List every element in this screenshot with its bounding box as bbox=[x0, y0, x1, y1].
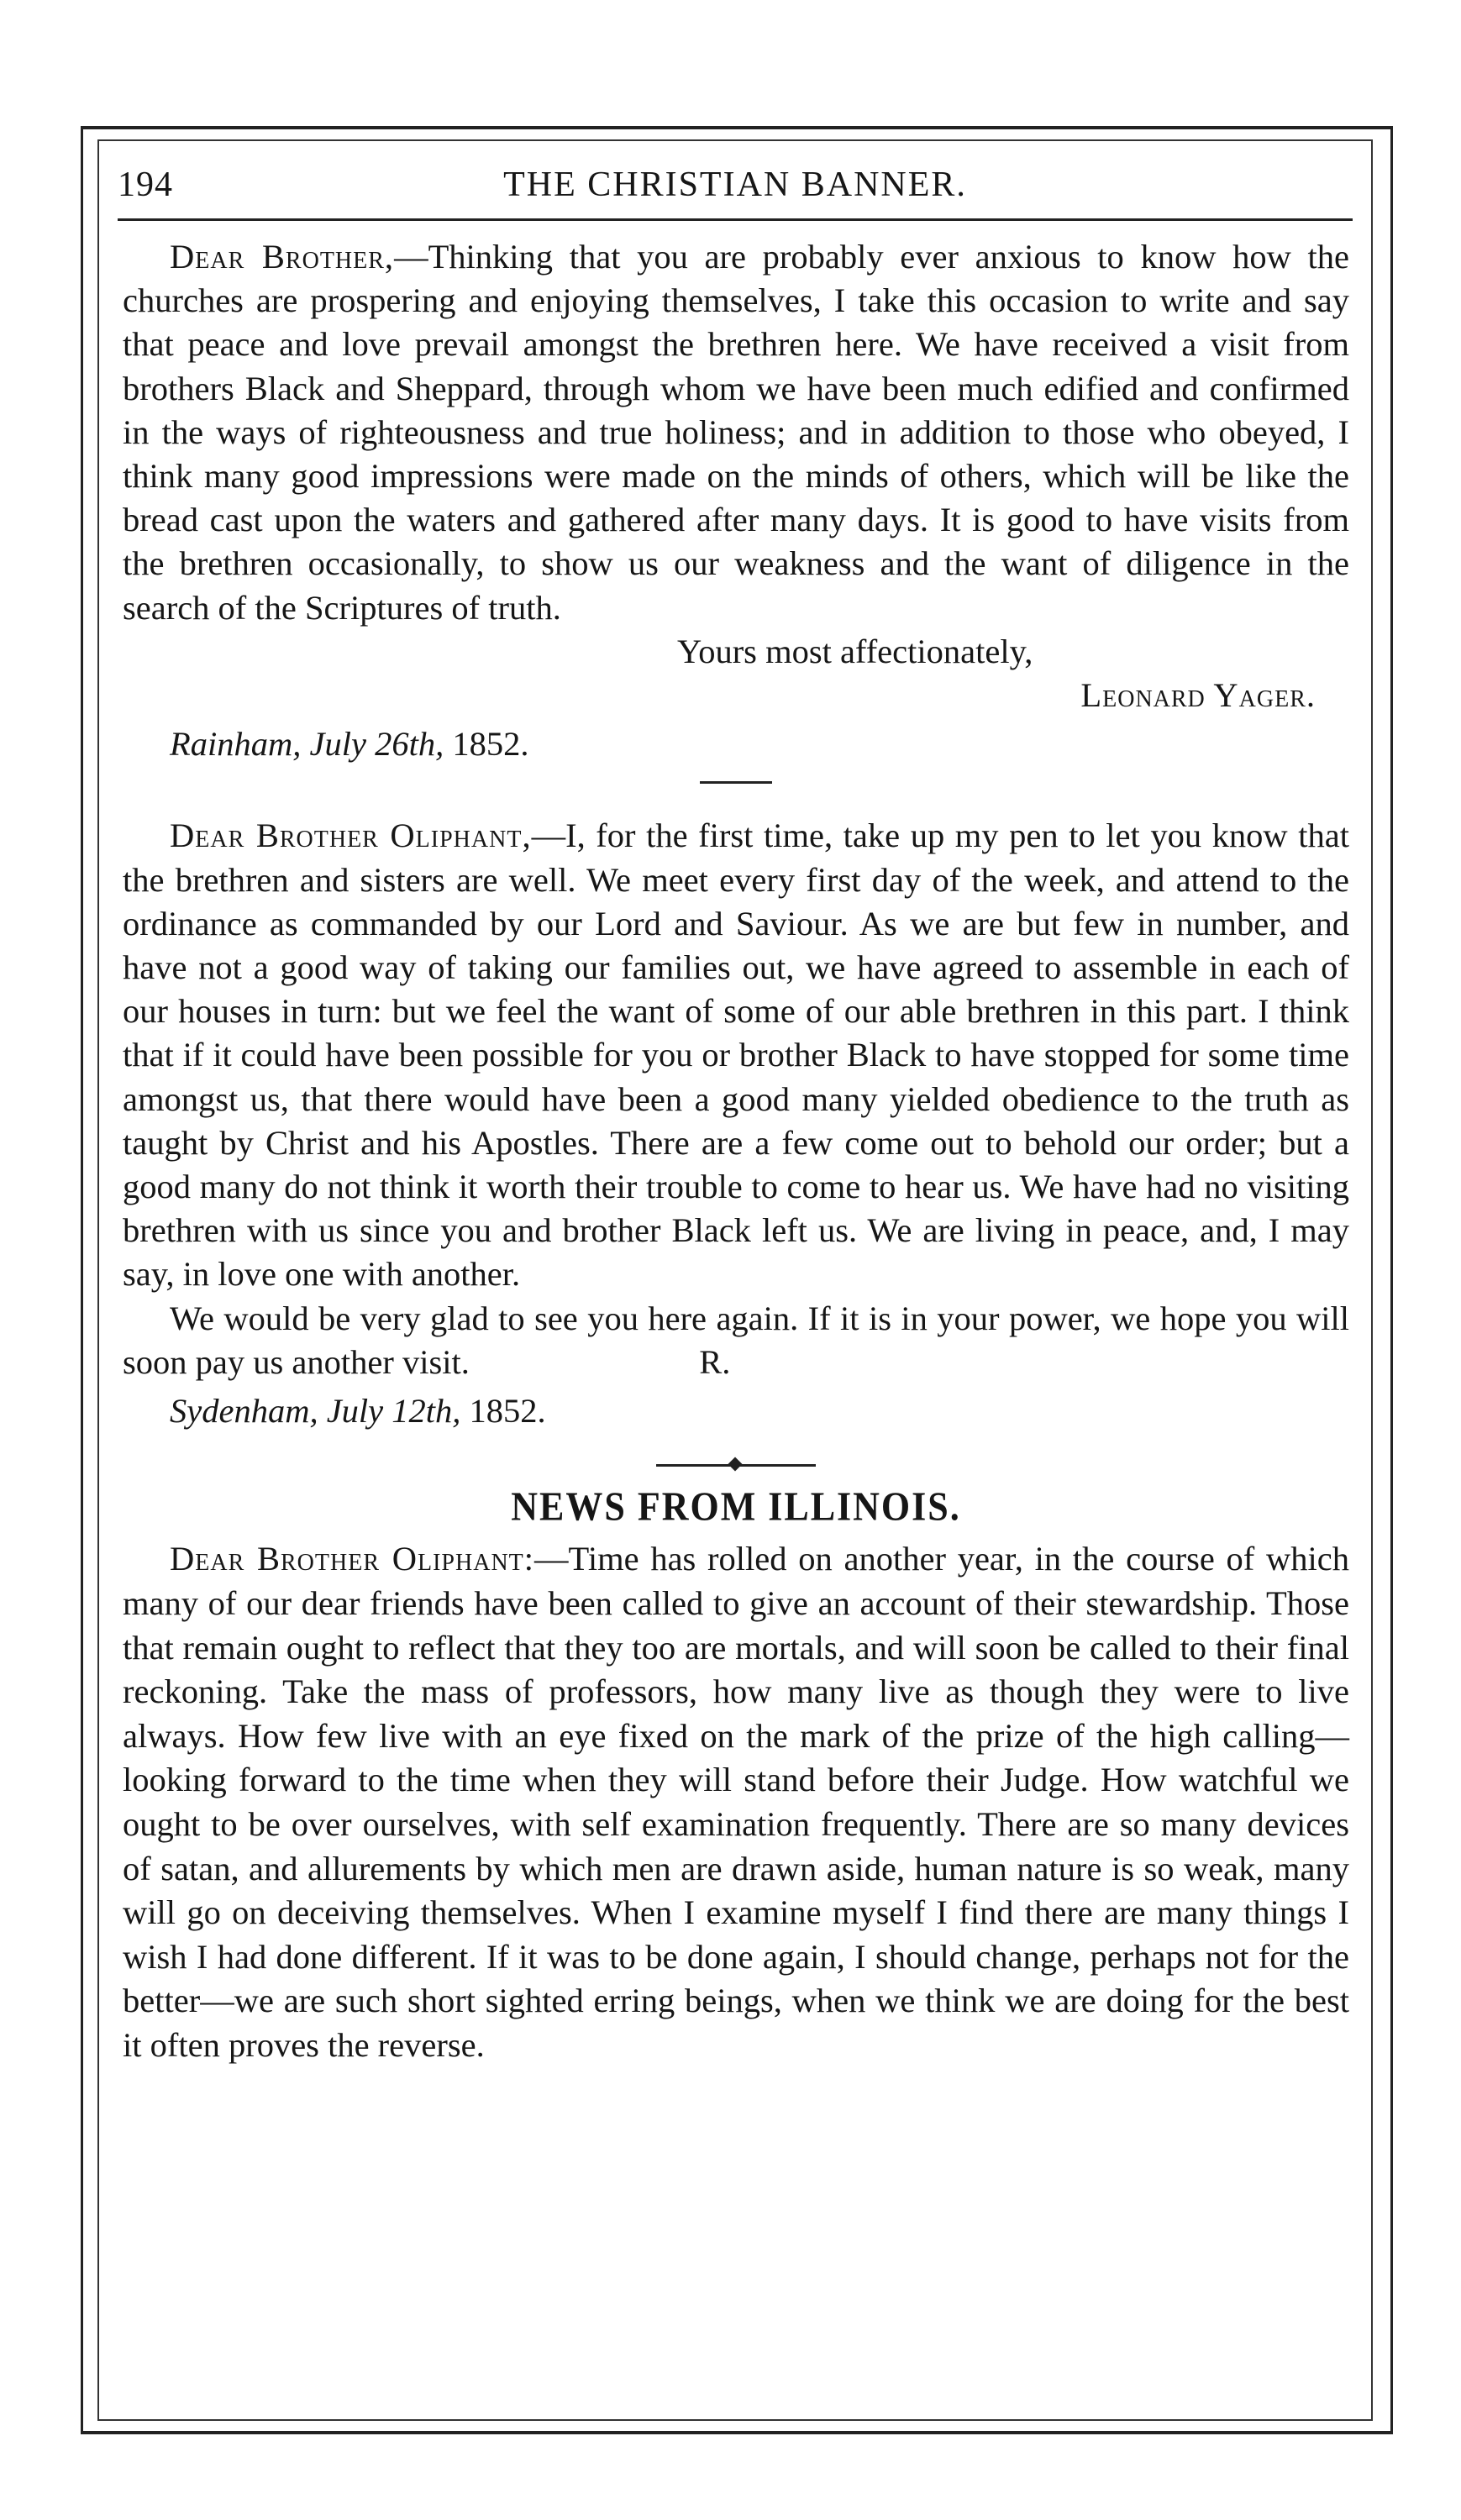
letter-2-dateline bbox=[123, 1389, 1349, 1433]
letter-1-text: —Thinking that you are probably ever anxious to know how the churches are prospering and enjoying themselves, I take this occasion to write and say that peace and love prevail amongst the brethren here. We have received a visit from brothers Black and Sheppard, through whom we have been much edified and confirmed in the ways of righteousness and true holiness; and in addition to those who obeyed, I think many good impressions were made on the minds of others, which will be like the bread cast upon the waters and gathered after many days. It is good to have visits from the brethren occasionally, to show us our weakness and the want of diligence in the search of the Scriptures of truth. bbox=[123, 238, 1350, 627]
running-title: THE CHRISTIAN BANNER. bbox=[503, 165, 967, 204]
letter-1-dateline-year: 1852. bbox=[452, 725, 529, 764]
page-content bbox=[123, 235, 1349, 2068]
section-heading: NEWS FROM ILLINOIS. bbox=[511, 1483, 961, 1530]
letter-2-dateline-year: 1852. bbox=[469, 1392, 546, 1431]
letter-1-body bbox=[123, 235, 1349, 630]
letter-2-text-2: We would be very glad to see you here again. If it is in your power, we hope you will soon pay us another visit. bbox=[123, 1299, 1349, 1381]
letter-3-body bbox=[123, 1537, 1349, 2067]
page-header bbox=[118, 165, 1353, 221]
ornamental-divider bbox=[656, 1457, 816, 1473]
letter-2-signature: R. bbox=[699, 1342, 731, 1381]
ornamental-diamond-icon bbox=[728, 1457, 743, 1472]
letter-1-dateline bbox=[123, 722, 1349, 766]
letter-2-dateline-place: Sydenham, July 12th, bbox=[170, 1392, 461, 1431]
section-divider bbox=[700, 781, 772, 784]
letter-2-salutation: Dear Brother Oliphant, bbox=[170, 816, 532, 855]
letter-2-text-1: —I, for the first time, take up my pen to let you know that the brethren and sisters are well. We meet every first day of the week, and attend to the ordinance as commanded by our Lord and Saviour. As we are but few in number, and have not a good way of taking our families out, we have agreed to assemble in each of our houses in turn: but we feel the want of some of our able brethren in this part. I think that if it could have been possible for you or brother Black to have stopped for some time amongst us, that there would have been a good many yielded obedience to the truth as taught by Christ and his Apostles. There are a few come out to behold our order; but a good many do not think it worth their trouble to come to hear us. We have had no visiting brethren with us since you and brother Black left us. We are living in peace, and, I may say, in love one with another. bbox=[123, 816, 1349, 1294]
letter-1-closing: Yours most affectionately, bbox=[677, 632, 1033, 670]
letter-2-paragraph-1 bbox=[123, 814, 1349, 1296]
letter-2-paragraph-2 bbox=[123, 1297, 1349, 1384]
letter-3-text: —Time has rolled on another year, in the course of which many of our dear friends have been called to give an account of their stewardship. Those that remain ought to reflect that they too are mortals, and will soon be called to their final reckoning. Take the mass of professors, how many live as though they were to live always. How few live with an eye fixed on the mark of the prize of the high calling—looking forward to the time when they will stand before their Judge. How watchful we ought to be over ourselves, with self examination frequently. There are so many devices of satan, and allurements by which men are drawn aside, human nature is so weak, many will go on deceiving themselves. When I examine myself I find there are many things I wish I had done different. If it was to be done again, I should change, perhaps not for the better—we are such short sighted erring beings, when we think we are doing for the best it often proves the reverse. bbox=[123, 1540, 1350, 2065]
letter-3-salutation: Dear Brother Oliphant: bbox=[170, 1540, 535, 1578]
letter-1-dateline-place: Rainham, July 26th, bbox=[170, 725, 444, 764]
letter-1-signature: Leonard Yager. bbox=[1080, 676, 1316, 715]
page-number: 194 bbox=[118, 165, 173, 204]
letter-1-salutation: Dear Brother, bbox=[170, 238, 395, 276]
